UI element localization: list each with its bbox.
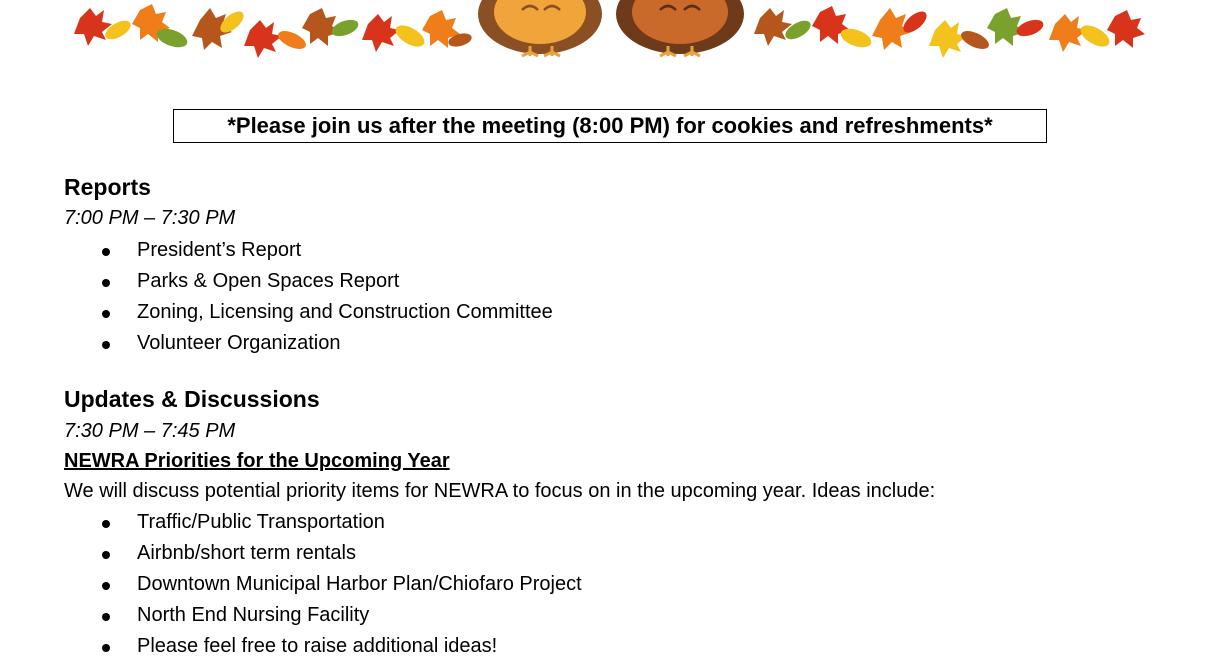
bullet-icon	[102, 310, 110, 318]
leaves-left	[74, 4, 473, 58]
autumn-banner	[0, 0, 1210, 70]
bullet-icon	[102, 551, 110, 559]
owl-left	[478, 0, 602, 56]
updates-heading: Updates & Discussions	[64, 386, 320, 412]
updates-time: 7:30 PM – 7:45 PM	[64, 420, 236, 442]
refreshments-notice: *Please join us after the meeting (8:00 PM) for cookies and refreshments*	[173, 109, 1047, 143]
reports-time: 7:00 PM – 7:30 PM	[64, 207, 236, 229]
bullet-icon	[102, 613, 110, 621]
bullet-icon	[102, 582, 110, 590]
priorities-description: We will discuss potential priority items for NEWRA to focus on in the upcoming year. Ideas include:	[64, 480, 936, 502]
bullet-icon	[102, 341, 110, 349]
bullet-icon	[102, 248, 110, 256]
bullet-icon	[102, 520, 110, 528]
bullet-icon	[102, 279, 110, 287]
leaves-right	[754, 6, 1145, 58]
reports-heading: Reports	[64, 174, 151, 200]
owl-right	[616, 0, 744, 56]
bullet-icon	[102, 644, 110, 652]
priorities-subheading: NEWRA Priorities for the Upcoming Year	[64, 450, 450, 472]
